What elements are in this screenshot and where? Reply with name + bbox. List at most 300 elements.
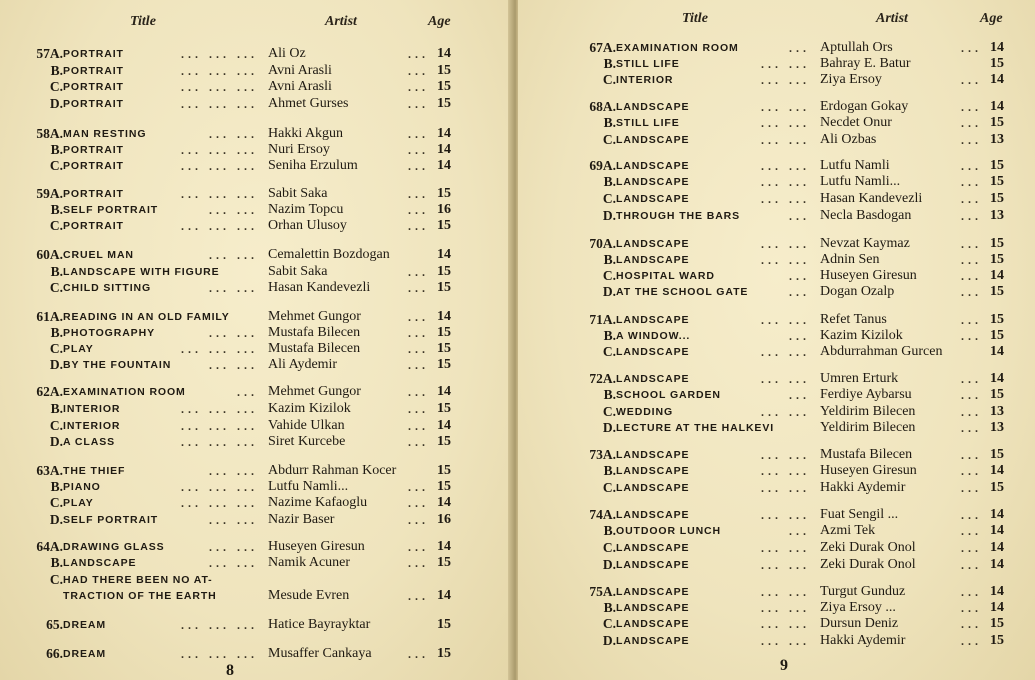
leader-dots: ... ... <box>209 358 258 372</box>
header-age: Age <box>980 11 1003 26</box>
leader-dots: ... <box>961 481 982 495</box>
leader-dots: ... <box>961 388 982 402</box>
entry-artist: Refet Tanus <box>820 312 887 327</box>
entry-age: 14 <box>990 371 1004 386</box>
entry-age: 14 <box>437 418 451 433</box>
leader-dots: ... ... <box>761 57 810 71</box>
entry-number: 60A. <box>36 247 63 262</box>
entry-artist: Ferdiye Aybarsu <box>820 387 912 402</box>
leader-dots: ... ... ... <box>181 187 258 201</box>
leader-dots: ... <box>408 540 429 554</box>
entry-number: 73A. <box>589 447 616 462</box>
leader-dots: ... ... ... <box>181 402 258 416</box>
catalog-entry <box>0 158 514 174</box>
entry-number: C. <box>49 280 63 295</box>
leader-dots: ... <box>961 617 982 631</box>
entry-title: STILL LIFE <box>616 117 680 129</box>
entry-title: LANDSCAPE <box>616 509 690 521</box>
leader-dots: ... ... <box>761 464 810 478</box>
entry-title: WEDDING <box>616 406 674 418</box>
leader-dots: ... <box>408 80 429 94</box>
header-artist: Artist <box>876 11 908 26</box>
catalog-entry <box>518 252 1035 268</box>
entry-title: LANDSCAPE <box>616 586 690 598</box>
entry-age: 15 <box>990 633 1004 648</box>
leader-dots: ... ... <box>761 405 810 419</box>
catalog-entry <box>0 646 514 662</box>
leader-dots: ... <box>408 647 429 661</box>
entry-title: A CLASS <box>63 436 115 448</box>
entry-number: B. <box>603 174 616 189</box>
entry-number: 57A. <box>36 46 63 61</box>
entry-age: 14 <box>437 158 451 173</box>
catalog-entry <box>0 357 514 373</box>
leader-dots: ... <box>961 585 982 599</box>
entry-age: 15 <box>437 341 451 356</box>
catalog-entry <box>0 79 514 95</box>
entry-age: 13 <box>990 420 1004 435</box>
leader-dots: ... <box>408 480 429 494</box>
entry-artist: Hakki Aydemir <box>820 480 906 495</box>
catalog-entry <box>518 132 1035 148</box>
entry-age: 14 <box>990 463 1004 478</box>
entry-title: LANDSCAPE <box>616 465 690 477</box>
entry-number: 67A. <box>589 40 616 55</box>
leader-dots: ... <box>961 209 982 223</box>
entry-age: 15 <box>990 56 1004 71</box>
entry-title: PLAY <box>63 497 94 509</box>
catalog-entry <box>0 512 514 528</box>
entry-title: SELF PORTRAIT <box>63 204 159 216</box>
leader-dots: ... <box>408 435 429 449</box>
leader-dots: ... ... <box>761 175 810 189</box>
entry-number: B. <box>50 479 63 494</box>
catalog-entry <box>0 126 514 142</box>
leader-dots: ... ... ... <box>181 647 258 661</box>
entry-number: D. <box>49 434 63 449</box>
entry-number: 59A. <box>36 186 63 201</box>
entry-age: 14 <box>437 142 451 157</box>
entry-age: 15 <box>990 328 1004 343</box>
entry-title: PLAY <box>63 343 94 355</box>
entry-age: 14 <box>437 495 451 510</box>
entry-number: D. <box>602 284 616 299</box>
entry-title: INTERIOR <box>616 74 674 86</box>
entry-age: 14 <box>990 72 1004 87</box>
entry-title: TRACTION OF THE EARTH <box>63 590 217 602</box>
catalog-entry <box>0 401 514 417</box>
entry-title: LANDSCAPE <box>616 176 690 188</box>
leader-dots: ... <box>961 192 982 206</box>
entry-title: PORTRAIT <box>63 160 124 172</box>
entry-artist: Hasan Kandevezli <box>820 191 923 206</box>
entry-number: 69A. <box>589 158 616 173</box>
entry-title: PORTRAIT <box>63 144 124 156</box>
entry-title: LANDSCAPE <box>616 160 690 172</box>
entry-age: 15 <box>437 79 451 94</box>
entry-number: C. <box>602 132 616 147</box>
leader-dots: ... <box>408 265 429 279</box>
entry-title: LANDSCAPE <box>616 346 690 358</box>
entry-artist: Abdurrahman Gurcen <box>820 344 943 359</box>
leader-dots: ... <box>961 285 982 299</box>
leader-dots: ... <box>408 47 429 61</box>
entry-age: 15 <box>990 480 1004 495</box>
leader-dots: ... ... <box>761 601 810 615</box>
entry-title: MAN RESTING <box>63 128 147 140</box>
entry-artist: Vahide Ulkan <box>268 418 345 433</box>
entry-title: EXAMINATION ROOM <box>63 386 186 398</box>
catalog-entry <box>518 557 1035 573</box>
leader-dots: ... <box>961 269 982 283</box>
entry-artist: Sabit Saka <box>268 264 328 279</box>
entry-number: C. <box>602 344 616 359</box>
catalog-entry <box>0 617 514 633</box>
entry-age: 15 <box>990 616 1004 631</box>
entry-artist: Ali Oz <box>268 46 306 61</box>
entry-title: LANDSCAPE <box>616 373 690 385</box>
entry-age: 15 <box>990 252 1004 267</box>
entry-age: 15 <box>990 191 1004 206</box>
entry-artist: Cemalettin Bozdogan <box>268 247 390 262</box>
entry-artist: Umren Erturk <box>820 371 899 386</box>
entry-age: 15 <box>990 312 1004 327</box>
catalog-entry <box>0 218 514 234</box>
leader-dots: ... ... ... <box>181 159 258 173</box>
entry-title: LANDSCAPE <box>63 557 137 569</box>
entry-artist: Mesude Evren <box>268 588 350 603</box>
entry-age: 14 <box>990 523 1004 538</box>
entry-artist: Nazim Topcu <box>268 202 344 217</box>
leader-dots: ... ... <box>761 237 810 251</box>
leader-dots: ... ... ... <box>181 435 258 449</box>
leader-dots: ... <box>789 329 810 343</box>
entry-number: D. <box>602 208 616 223</box>
leader-dots: ... <box>237 385 258 399</box>
leader-dots: ... ... ... <box>181 496 258 510</box>
leader-dots: ... <box>789 41 810 55</box>
entry-number: 65. <box>46 617 63 632</box>
leader-dots: ... ... ... <box>181 480 258 494</box>
entry-artist: Nuri Ersoy <box>268 142 330 157</box>
catalog-entry <box>0 495 514 511</box>
entry-number: C. <box>49 418 63 433</box>
entry-number: C. <box>602 480 616 495</box>
catalog-entry <box>518 115 1035 131</box>
entry-age: 16 <box>437 512 451 527</box>
leader-dots: ... <box>961 524 982 538</box>
entry-title: LANDSCAPE <box>616 635 690 647</box>
leader-dots: ... <box>961 73 982 87</box>
catalog-entry <box>0 309 514 325</box>
entry-number: B. <box>50 325 63 340</box>
entry-age: 14 <box>990 268 1004 283</box>
catalog-entry <box>0 384 514 400</box>
leader-dots: ... ... <box>209 127 258 141</box>
entry-title: LANDSCAPE <box>616 314 690 326</box>
leader-dots: ... ... <box>761 313 810 327</box>
leader-dots: ... ... ... <box>181 219 258 233</box>
entry-age: 15 <box>437 434 451 449</box>
entry-artist: Necla Basdogan <box>820 208 912 223</box>
leader-dots: ... <box>408 496 429 510</box>
entry-artist: Ali Aydemir <box>268 357 338 372</box>
leader-dots: ... ... <box>761 541 810 555</box>
catalog-entry <box>0 539 514 555</box>
entry-artist: Avni Arasli <box>268 79 332 94</box>
leader-dots: ... <box>961 558 982 572</box>
catalog-entry <box>518 480 1035 496</box>
entry-title: PHOTOGRAPHY <box>63 327 155 339</box>
entry-title: DRAWING GLASS <box>63 541 165 553</box>
left-page <box>0 0 514 680</box>
entry-title: PORTRAIT <box>63 65 124 77</box>
catalog-entry <box>518 72 1035 88</box>
entry-number: 61A. <box>36 309 63 324</box>
entry-age: 13 <box>990 208 1004 223</box>
entry-title: PORTRAIT <box>63 188 124 200</box>
leader-dots: ... ... <box>761 481 810 495</box>
entry-age: 14 <box>437 384 451 399</box>
entry-title: LANDSCAPE <box>616 254 690 266</box>
entry-artist: Abdurr Rahman Kocer <box>268 463 397 478</box>
entry-artist: Huseyen Giresun <box>820 463 917 478</box>
entry-age: 15 <box>990 236 1004 251</box>
entry-title: LANDSCAPE <box>616 542 690 554</box>
leader-dots: ... ... <box>761 585 810 599</box>
entry-number: B. <box>603 115 616 130</box>
entry-artist: Hasan Kandevezli <box>268 280 371 295</box>
catalog-entry <box>518 507 1035 523</box>
entry-age: 15 <box>990 284 1004 299</box>
entry-title: STILL LIFE <box>616 58 680 70</box>
entry-artist: Kazim Kizilok <box>820 328 903 343</box>
entry-artist: Mustafa Bilecen <box>268 341 361 356</box>
entry-title: READING IN AN OLD FAMILY <box>63 311 230 323</box>
entry-artist: Siret Kurcebe <box>268 434 346 449</box>
leader-dots: ... ... <box>209 281 258 295</box>
entry-artist: Sabit Saka <box>268 186 328 201</box>
catalog-entry <box>518 328 1035 344</box>
entry-artist: Nazir Baser <box>268 512 335 527</box>
catalog-entry <box>0 572 514 588</box>
entry-age: 14 <box>437 539 451 554</box>
entry-title: AT THE SCHOOL GATE <box>616 286 749 298</box>
entry-age: 15 <box>990 115 1004 130</box>
leader-dots: ... <box>961 372 982 386</box>
entry-artist: Orhan Ulusoy <box>268 218 347 233</box>
leader-dots: ... <box>408 402 429 416</box>
catalog-entry <box>0 341 514 357</box>
entry-number: 75A. <box>589 584 616 599</box>
entry-number: D. <box>49 96 63 111</box>
entry-number: C. <box>49 218 63 233</box>
leader-dots: ... <box>408 143 429 157</box>
leader-dots: ... <box>961 313 982 327</box>
leader-dots: ... <box>961 601 982 615</box>
leader-dots: ... <box>408 281 429 295</box>
entry-title: LANDSCAPE <box>616 482 690 494</box>
leader-dots: ... <box>408 159 429 173</box>
leader-dots: ... <box>408 64 429 78</box>
entry-title: PORTRAIT <box>63 98 124 110</box>
entry-artist: Ahmet Gurses <box>268 96 349 111</box>
catalog-entry <box>0 325 514 341</box>
entry-title: CHILD SITTING <box>63 282 152 294</box>
catalog-entry <box>0 418 514 434</box>
entry-age: 15 <box>437 617 451 632</box>
catalog-entry <box>0 96 514 112</box>
entry-age: 15 <box>437 218 451 233</box>
entry-age: 15 <box>990 387 1004 402</box>
entry-age: 14 <box>437 588 451 603</box>
entry-artist: Hatice Bayrayktar <box>268 617 371 632</box>
entry-artist: Ziya Ersoy ... <box>820 600 896 615</box>
entry-title: OUTDOOR LUNCH <box>616 525 722 537</box>
entry-artist: Mustafa Bilecen <box>268 325 361 340</box>
entry-title: LANDSCAPE <box>616 101 690 113</box>
leader-dots: ... <box>961 448 982 462</box>
leader-dots: ... ... <box>209 540 258 554</box>
leader-dots: ... <box>408 589 429 603</box>
entry-number: D. <box>602 633 616 648</box>
entry-title: PORTRAIT <box>63 81 124 93</box>
leader-dots: ... ... <box>761 372 810 386</box>
catalog-entry <box>518 312 1035 328</box>
catalog-entry <box>0 247 514 263</box>
entry-number: D. <box>602 420 616 435</box>
entry-artist: Lutfu Namli... <box>268 479 349 494</box>
entry-title: LECTURE AT THE HALKEVI <box>616 422 775 434</box>
leader-dots: ... <box>961 100 982 114</box>
leader-dots: ... <box>961 405 982 419</box>
entry-age: 14 <box>990 40 1004 55</box>
page-number: 9 <box>780 657 788 674</box>
entry-artist: Zeki Durak Onol <box>820 540 916 555</box>
entry-number: B. <box>50 555 63 570</box>
entry-age: 15 <box>990 174 1004 189</box>
entry-artist: Huseyen Giresun <box>268 539 365 554</box>
catalog-entry <box>518 387 1035 403</box>
leader-dots: ... ... <box>761 345 810 359</box>
entry-age: 15 <box>437 96 451 111</box>
entry-artist: Lutfu Namli... <box>820 174 901 189</box>
entry-artist: Hakki Akgun <box>268 126 344 141</box>
entry-number: 70A. <box>589 236 616 251</box>
entry-number: B. <box>603 328 616 343</box>
entry-number: 74A. <box>589 507 616 522</box>
catalog-entry <box>518 268 1035 284</box>
entry-artist: Dursun Deniz <box>820 616 899 631</box>
entry-number: 72A. <box>589 371 616 386</box>
entry-number: B. <box>50 202 63 217</box>
catalog-entry <box>0 63 514 79</box>
entry-title: INTERIOR <box>63 403 121 415</box>
leader-dots: ... <box>408 310 429 324</box>
leader-dots: ... <box>408 127 429 141</box>
entry-title: SCHOOL GARDEN <box>616 389 721 401</box>
entry-artist: Erdogan Gokay <box>820 99 909 114</box>
entry-title: THROUGH THE BARS <box>616 210 741 222</box>
catalog-entry <box>0 46 514 62</box>
leader-dots: ... <box>961 541 982 555</box>
catalog-entry <box>518 284 1035 300</box>
entry-title: INTERIOR <box>63 420 121 432</box>
leader-dots: ... <box>789 269 810 283</box>
catalog-entry <box>0 264 514 280</box>
entry-number: C. <box>602 268 616 283</box>
leader-dots: ... <box>408 203 429 217</box>
leader-dots: ... <box>789 524 810 538</box>
entry-title: CRUEL MAN <box>63 249 134 261</box>
catalog-entry <box>518 447 1035 463</box>
leader-dots: ... <box>961 159 982 173</box>
leader-dots: ... ... <box>761 192 810 206</box>
leader-dots: ... ... <box>209 326 258 340</box>
entry-title: SELF PORTRAIT <box>63 514 159 526</box>
entry-artist: Yeldirim Bilecen <box>820 404 916 419</box>
leader-dots: ... ... <box>761 73 810 87</box>
catalog-entry <box>0 280 514 296</box>
entry-age: 14 <box>990 99 1004 114</box>
leader-dots: ... <box>961 634 982 648</box>
catalog-entry <box>518 616 1035 632</box>
leader-dots: ... <box>789 285 810 299</box>
catalog-entry <box>518 40 1035 56</box>
entry-age: 14 <box>437 247 451 262</box>
leader-dots: ... ... <box>761 100 810 114</box>
leader-dots: ... <box>408 187 429 201</box>
leader-dots: ... ... <box>209 513 258 527</box>
entry-age: 14 <box>990 557 1004 572</box>
leader-dots: ... ... <box>761 253 810 267</box>
catalog-entry <box>0 186 514 202</box>
entry-age: 13 <box>990 404 1004 419</box>
leader-dots: ... ... ... <box>181 618 258 632</box>
leader-dots: ... <box>408 358 429 372</box>
entry-age: 14 <box>437 126 451 141</box>
catalog-entry <box>518 236 1035 252</box>
entry-title: PORTRAIT <box>63 220 124 232</box>
catalog-entry <box>518 56 1035 72</box>
entry-title: THE THIEF <box>63 465 126 477</box>
entry-number: 64A. <box>36 539 63 554</box>
entry-age: 14 <box>990 540 1004 555</box>
leader-dots: ... ... ... <box>181 419 258 433</box>
leader-dots: ... ... <box>761 558 810 572</box>
entry-age: 15 <box>437 63 451 78</box>
entry-artist: Mehmet Gungor <box>268 384 361 399</box>
catalog-entry <box>518 99 1035 115</box>
leader-dots: ... ... <box>761 159 810 173</box>
entry-number: B. <box>603 523 616 538</box>
catalog-entry <box>518 633 1035 649</box>
entry-age: 15 <box>990 447 1004 462</box>
entry-title: LANDSCAPE WITH FIGURE <box>63 266 220 278</box>
entry-number: 68A. <box>589 99 616 114</box>
leader-dots: ... ... ... <box>181 64 258 78</box>
catalog-entry <box>0 434 514 450</box>
entry-artist: Adnin Sen <box>820 252 880 267</box>
entry-number: C. <box>602 72 616 87</box>
header-artist: Artist <box>325 14 357 29</box>
entry-number: D. <box>49 512 63 527</box>
entry-age: 15 <box>437 463 451 478</box>
entry-title: LANDSCAPE <box>616 134 690 146</box>
leader-dots: ... <box>408 556 429 570</box>
entry-age: 15 <box>437 646 451 661</box>
entry-age: 15 <box>437 264 451 279</box>
